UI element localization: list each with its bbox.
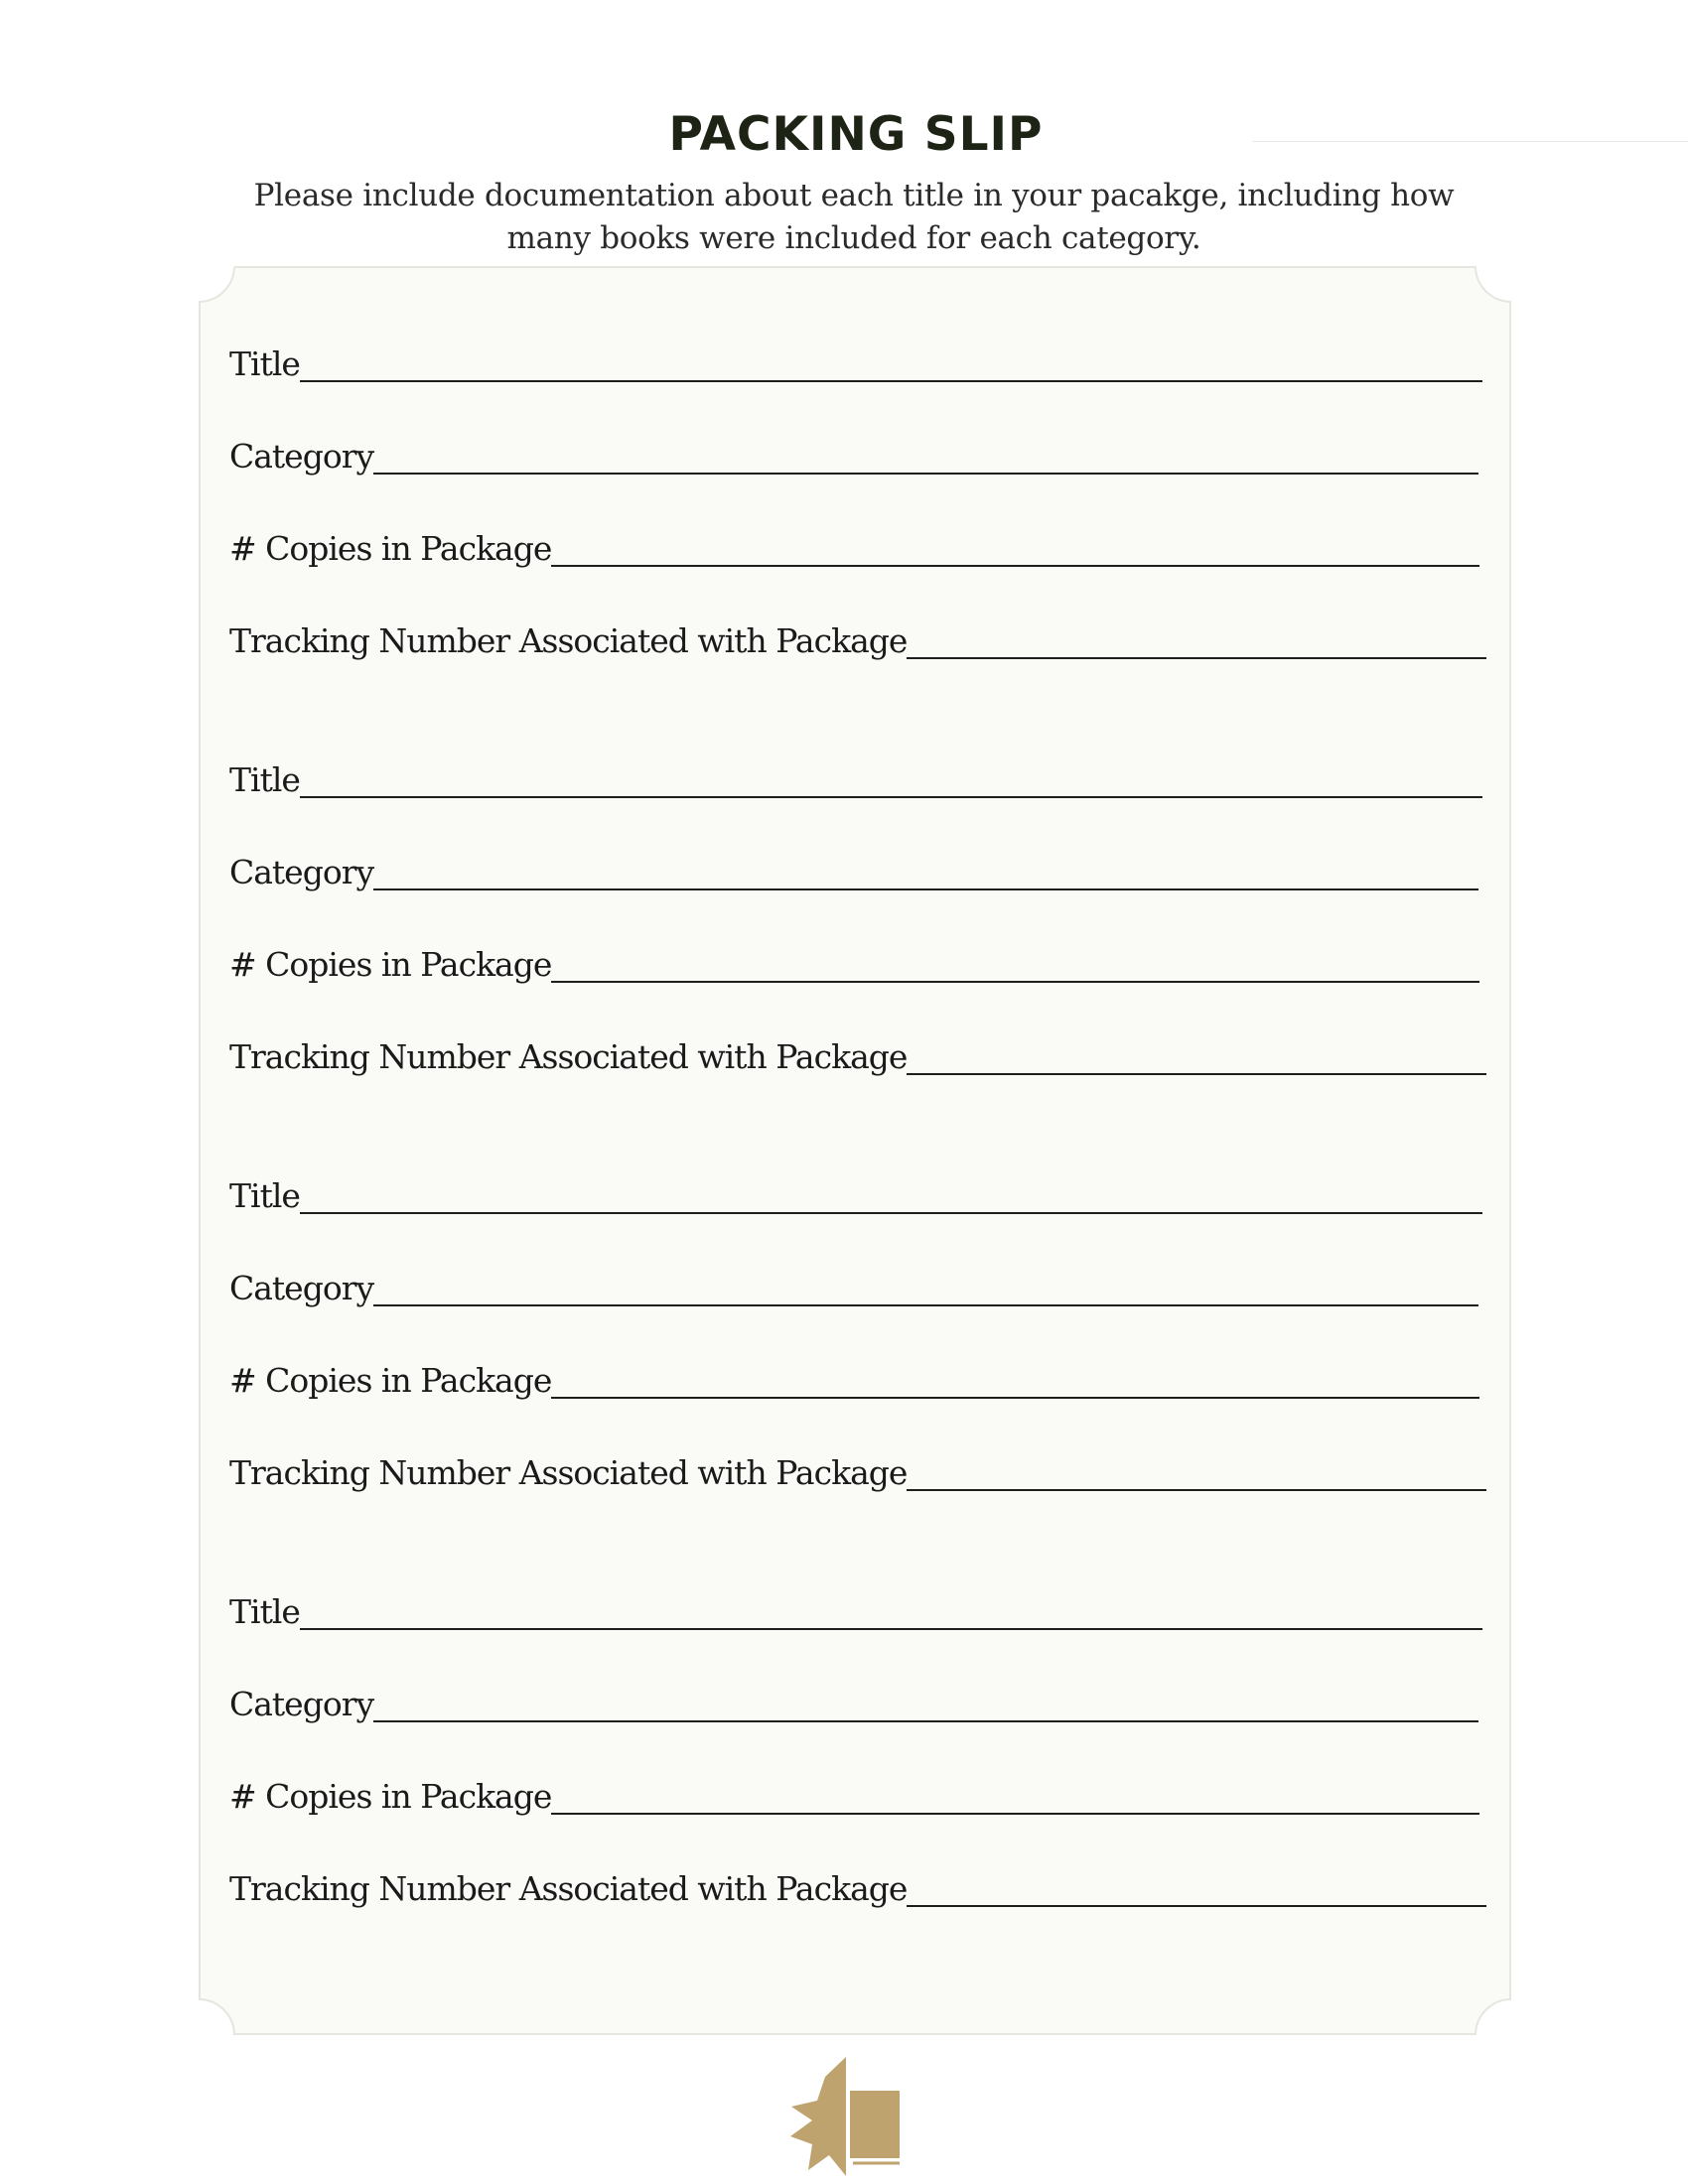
title-label: Title xyxy=(229,1176,300,1215)
tracking-input-line[interactable] xyxy=(907,1488,1486,1491)
category-label: Category xyxy=(229,1269,374,1307)
instructions-text: Please include documentation about each title in your pacakge, including how many books were included for each category. xyxy=(253,178,1455,256)
title-field-1[interactable] xyxy=(229,341,1482,384)
tracking-label: Tracking Number Associated with Package xyxy=(229,621,908,660)
packing-slip-form xyxy=(199,266,1511,2035)
category-input-line[interactable] xyxy=(373,1719,1478,1722)
category-field-1[interactable] xyxy=(229,433,1478,477)
copies-label: # Copies in Package xyxy=(229,529,552,568)
category-field-3[interactable] xyxy=(229,1265,1478,1308)
category-input-line[interactable] xyxy=(373,472,1478,475)
tracking-input-line[interactable] xyxy=(907,656,1486,659)
category-field-4[interactable] xyxy=(229,1681,1478,1724)
copies-input-line[interactable] xyxy=(551,1396,1479,1399)
copies-field-2[interactable] xyxy=(229,941,1479,985)
copies-field-3[interactable] xyxy=(229,1357,1479,1401)
title-field-2[interactable] xyxy=(229,756,1482,800)
title-label: Title xyxy=(229,1592,300,1631)
star-book-logo-icon xyxy=(788,2055,904,2178)
tracking-field-2[interactable] xyxy=(229,1033,1486,1077)
title-input-line[interactable] xyxy=(300,1627,1482,1630)
category-label: Category xyxy=(229,853,374,891)
tracking-label: Tracking Number Associated with Package xyxy=(229,1453,908,1492)
copies-input-line[interactable] xyxy=(551,564,1479,567)
tracking-label: Tracking Number Associated with Package xyxy=(229,1869,908,1908)
category-input-line[interactable] xyxy=(373,1303,1478,1306)
title-field-4[interactable] xyxy=(229,1588,1482,1632)
tracking-field-4[interactable] xyxy=(229,1865,1486,1909)
category-label: Category xyxy=(229,437,374,476)
tracking-label: Tracking Number Associated with Package xyxy=(229,1037,908,1076)
copies-field-1[interactable] xyxy=(229,525,1479,569)
title-label: Title xyxy=(229,344,300,383)
copies-field-4[interactable] xyxy=(229,1773,1479,1817)
title-field-3[interactable] xyxy=(229,1172,1482,1216)
page-title: PACKING SLIP xyxy=(668,107,1044,162)
copies-label: # Copies in Package xyxy=(229,945,552,984)
copies-label: # Copies in Package xyxy=(229,1361,552,1400)
tracking-input-line[interactable] xyxy=(907,1072,1486,1075)
title-input-line[interactable] xyxy=(300,1211,1482,1214)
title-input-line[interactable] xyxy=(300,795,1482,798)
title-label: Title xyxy=(229,760,300,799)
copies-input-line[interactable] xyxy=(551,1812,1479,1815)
category-field-2[interactable] xyxy=(229,849,1478,892)
tracking-field-1[interactable] xyxy=(229,617,1486,661)
category-label: Category xyxy=(229,1685,374,1723)
tracking-field-3[interactable] xyxy=(229,1449,1486,1493)
category-input-line[interactable] xyxy=(373,887,1478,890)
copies-label: # Copies in Package xyxy=(229,1777,552,1816)
tracking-input-line[interactable] xyxy=(907,1904,1486,1907)
copies-input-line[interactable] xyxy=(551,980,1479,983)
title-input-line[interactable] xyxy=(300,379,1482,382)
